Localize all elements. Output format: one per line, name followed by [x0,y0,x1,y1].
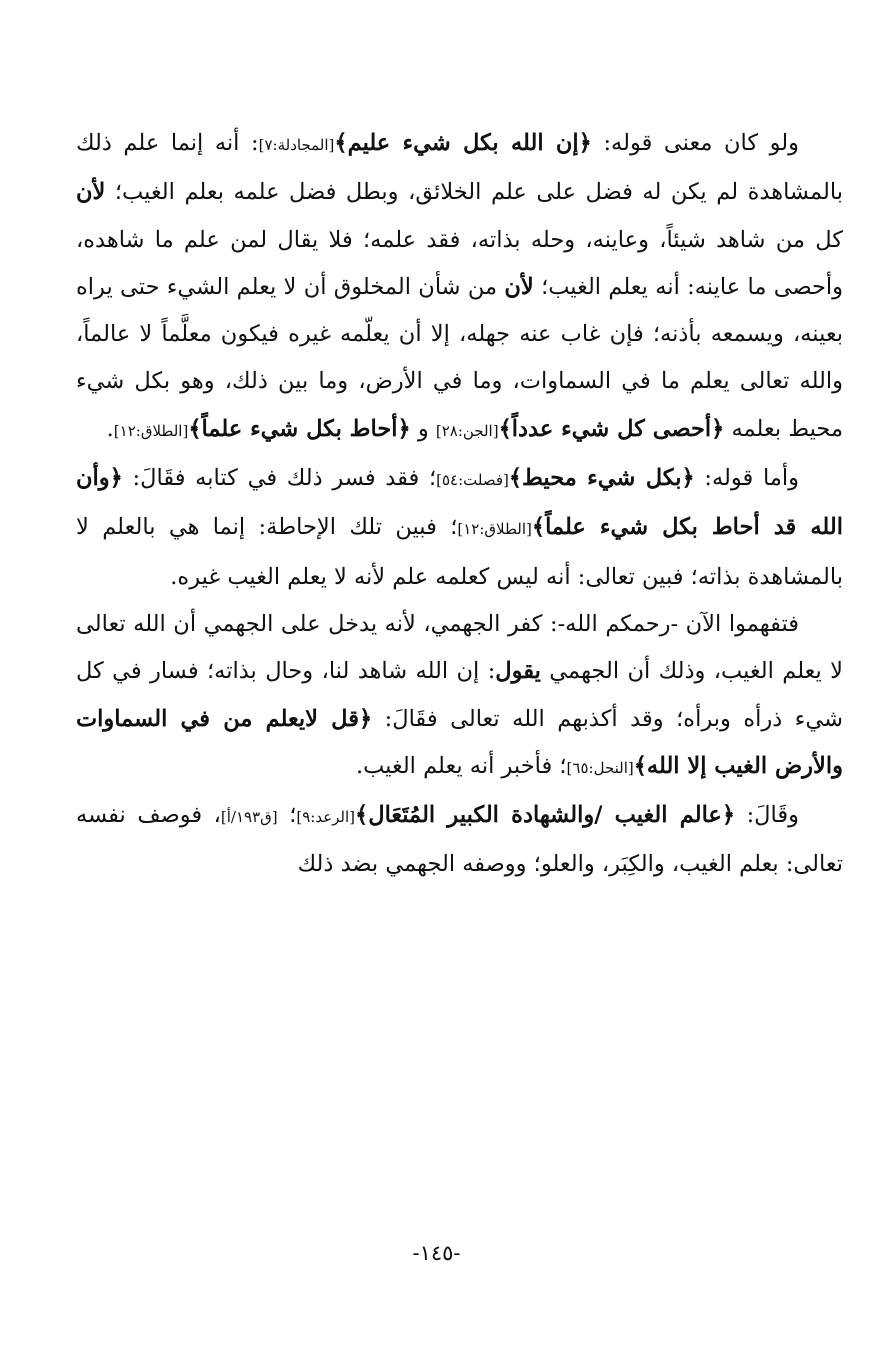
page-number: -١٤٥- [412,1241,461,1265]
text-run: : إن الله شاهد لنا، وحال بذاته؛ فسار في كل شيء ذرأه وبرأه؛ وقد أكذبهم الله تعالى فقَالَ: [76,658,843,732]
verse-reference: [الجن:٢٨] [435,421,499,440]
paragraph [76,455,843,601]
text-run: و [410,415,436,442]
quran-quote: ﴿عالم الغيب /والشهادة الكبير المُتَعَال﴾ [355,802,736,829]
quran-quote: ﴿إن الله بكل شيء عليم﴾ [334,130,592,156]
text-run: ؛ [277,802,297,829]
text-run: : أنه إنما علم ذلك بالمشاهدة لم يكن له فضل على علم الخلائق، وبطل فضل علمه بعلم الغيب؛ [76,130,843,206]
verse-reference: [ق١٩٣/أ] [220,808,278,827]
text-run: ولو كان معنى قوله: [591,130,799,156]
quran-quote: ﴿أحصى كل شيء عدداً﴾ [498,415,725,442]
text-run: كل من شاهد شيئاً، وعاينه، وحله بذاته، فقد علمه؛ فلا يقال لمن علم ما شاهده، وأحصى ما عاينه: أنه يعلم الغيب؛ [76,226,843,300]
verse-reference: [الطلاق:١٢] [113,421,189,440]
paragraph [76,601,843,792]
text-run: ؛ فبين تلك الإحاطة: إنما هي بالعلم لا بالمشاهدة بذاته؛ فبين تعالى: أنه ليس كعلمه علم لأنه لا يعلم الغيب غيره. [76,514,843,590]
bold-word: لأن [504,273,534,300]
text-run: فتفهموا الآن -رحمكم الله-: كفر الجهمي، لأنه يدخل على الجهمي أن الله تعالى لا يعلم الغيب، وذلك أن الجهمي [76,610,844,685]
bold-word: يقول [495,658,541,685]
text-run: وأما قوله: [694,465,799,492]
verse-reference: [المجادلة:٧] [258,136,335,154]
verse-reference: [الرعد:٩] [296,808,356,827]
text-run: ؛ فأخبر أنه يعلم الغيب. [355,752,567,779]
paragraph [76,120,843,455]
text-run: وقَالَ: [735,802,799,829]
verse-reference: [النحل:٦٥] [566,758,634,777]
text-run: . [106,415,114,442]
quran-quote: ﴿بكل شيء محيط﴾ [508,465,695,492]
quran-quote: ﴿قل لايعلم من في السماوات والأرض الغيب إلا الله﴾ [76,705,843,779]
quran-quote: ﴿أحاط بكل شيء علماً﴾ [188,415,411,442]
text-run: من شأن المخلوق أن لا يعلم الشيء حتى يراه بعينه، ويسمعه بأذنه؛ فإن غاب عنه جهله، إلا أن يعلّمه غيره فيكون معلَّماً لا عالماً، والله تعالى يعلم ما في السماوات، وما في الأرض، وما بين ذلك، وهو بكل شيء محيط بعلمه [76,273,843,442]
body-text [76,120,843,889]
bold-word: لأن [76,179,106,206]
paragraph [76,792,843,889]
verse-reference: [الطلاق:١٢] [457,520,532,539]
quran-quote: ﴿وأن الله قد أحاط بكل شيء علماً﴾ [76,465,843,541]
text-run: ، فوصف نفسه تعالى: بعلم الغيب، والكِبَر، والعلو؛ ووصفه الجهمي بضد ذلك [76,802,843,878]
text-run: ؛ فقد فسر ذلك في كتابه فقَالَ: [122,465,437,492]
verse-reference: [فصلت:٥٤] [436,471,509,490]
